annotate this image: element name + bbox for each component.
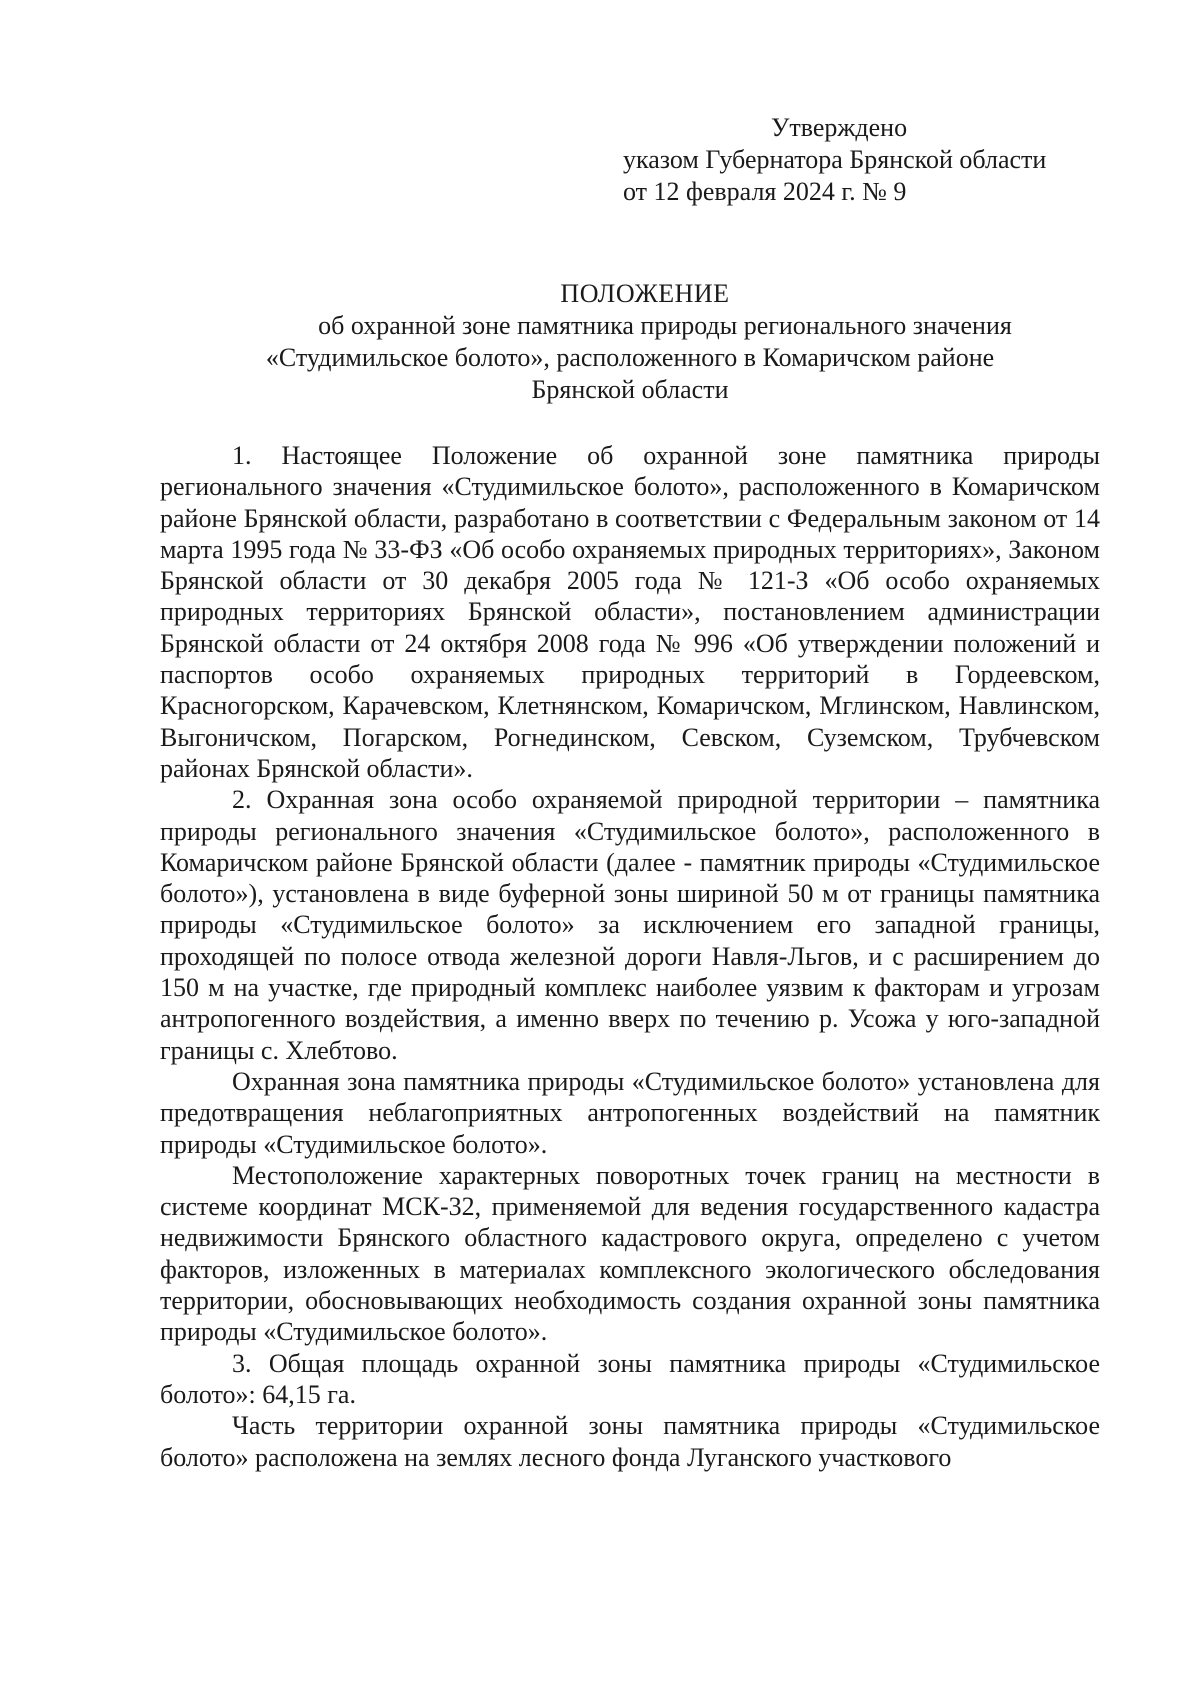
title-line-1: об охранной зоне памятника природы регионального значения: [318, 311, 1012, 340]
document-body: [160, 440, 1100, 1473]
paragraph-2: 2. Охранная зона особо охраняемой природной территории – памятника природы регионального значения «Студимильское болото», расположенного в Комаричском районе Брянской области (далее - памятник природы «Студимильское болото»), установлена в виде буферной зоны шириной 50 м от границы памятника природы «Студимильское болото» за исключением его западной границы, проходящей по полосе отвода железной дороги Навля-Льгов, и с расширением до 150 м на участке, где природный комплекс наиболее уязвим к факторам и угрозам антропогенного воздействия, а именно вверх по течению р. Усожа у юго-западной границы с. Хлебтово.: [160, 785, 1100, 1065]
paragraph-4: Местоположение характерных поворотных точек границ на местности в системе координат МСК-32, применяемой для ведения государственного кадастра недвижимости Брянского областного кадастрового округа, определено с учетом факторов, изложенных в материалах комплексного экологического обследования территории, обосновывающих необходимость создания охранной зоны памятника природы «Студимильское болото».: [160, 1160, 1100, 1347]
paragraph-5: 3. Общая площадь охранной зоны памятника природы «Студимильское болото»: 64,15 га.: [160, 1348, 1100, 1409]
title-line-3: Брянской области: [531, 375, 729, 404]
approval-date-number: от 12 февраля 2024 г. № 9: [623, 177, 907, 206]
approval-approved: Утверждено: [771, 113, 908, 142]
title-line-2: «Студимильское болото», расположенного в Комаричском районе: [265, 343, 995, 372]
title-heading: ПОЛОЖЕНИЕ: [560, 279, 730, 308]
approval-block: [623, 112, 1046, 208]
paragraph-1: 1. Настоящее Положение об охранной зоне памятника природы регионального значения «Студимильское болото», расположенного в Комаричском районе Брянской области, разработано в соответствии с Федеральным законом от 14 марта 1995 года № 33-ФЗ «Об особо охраняемых природных территориях», Законом Брянской области от 30 декабря 2005 года № 121-З «Об особо охраняемых природных территориях Брянской области», постановлением администрации Брянской области от 24 октября 2008 года № 996 «Об утверждении положений и паспортов особо охраняемых природных территорий в Гордеевском, Красногорском, Карачевском, Клетнянском, Комаричском, Мглинском, Навлинском, Выгоничском, Погарском, Рогнединском, Севском, Суземском, Трубчевском районах Брянской области».: [160, 441, 1100, 783]
approval-decree: указом Губернатора Брянской области: [623, 145, 1047, 174]
document-title: [160, 278, 1100, 406]
paragraph-3: Охранная зона памятника природы «Студимильское болото» установлена для предотвращения неблагоприятных антропогенных воздействий на памятник природы «Студимильское болото».: [160, 1066, 1100, 1159]
paragraph-6: Часть территории охранной зоны памятника природы «Студимильское болото» расположена на землях лесного фонда Луганского участкового: [160, 1411, 1100, 1472]
